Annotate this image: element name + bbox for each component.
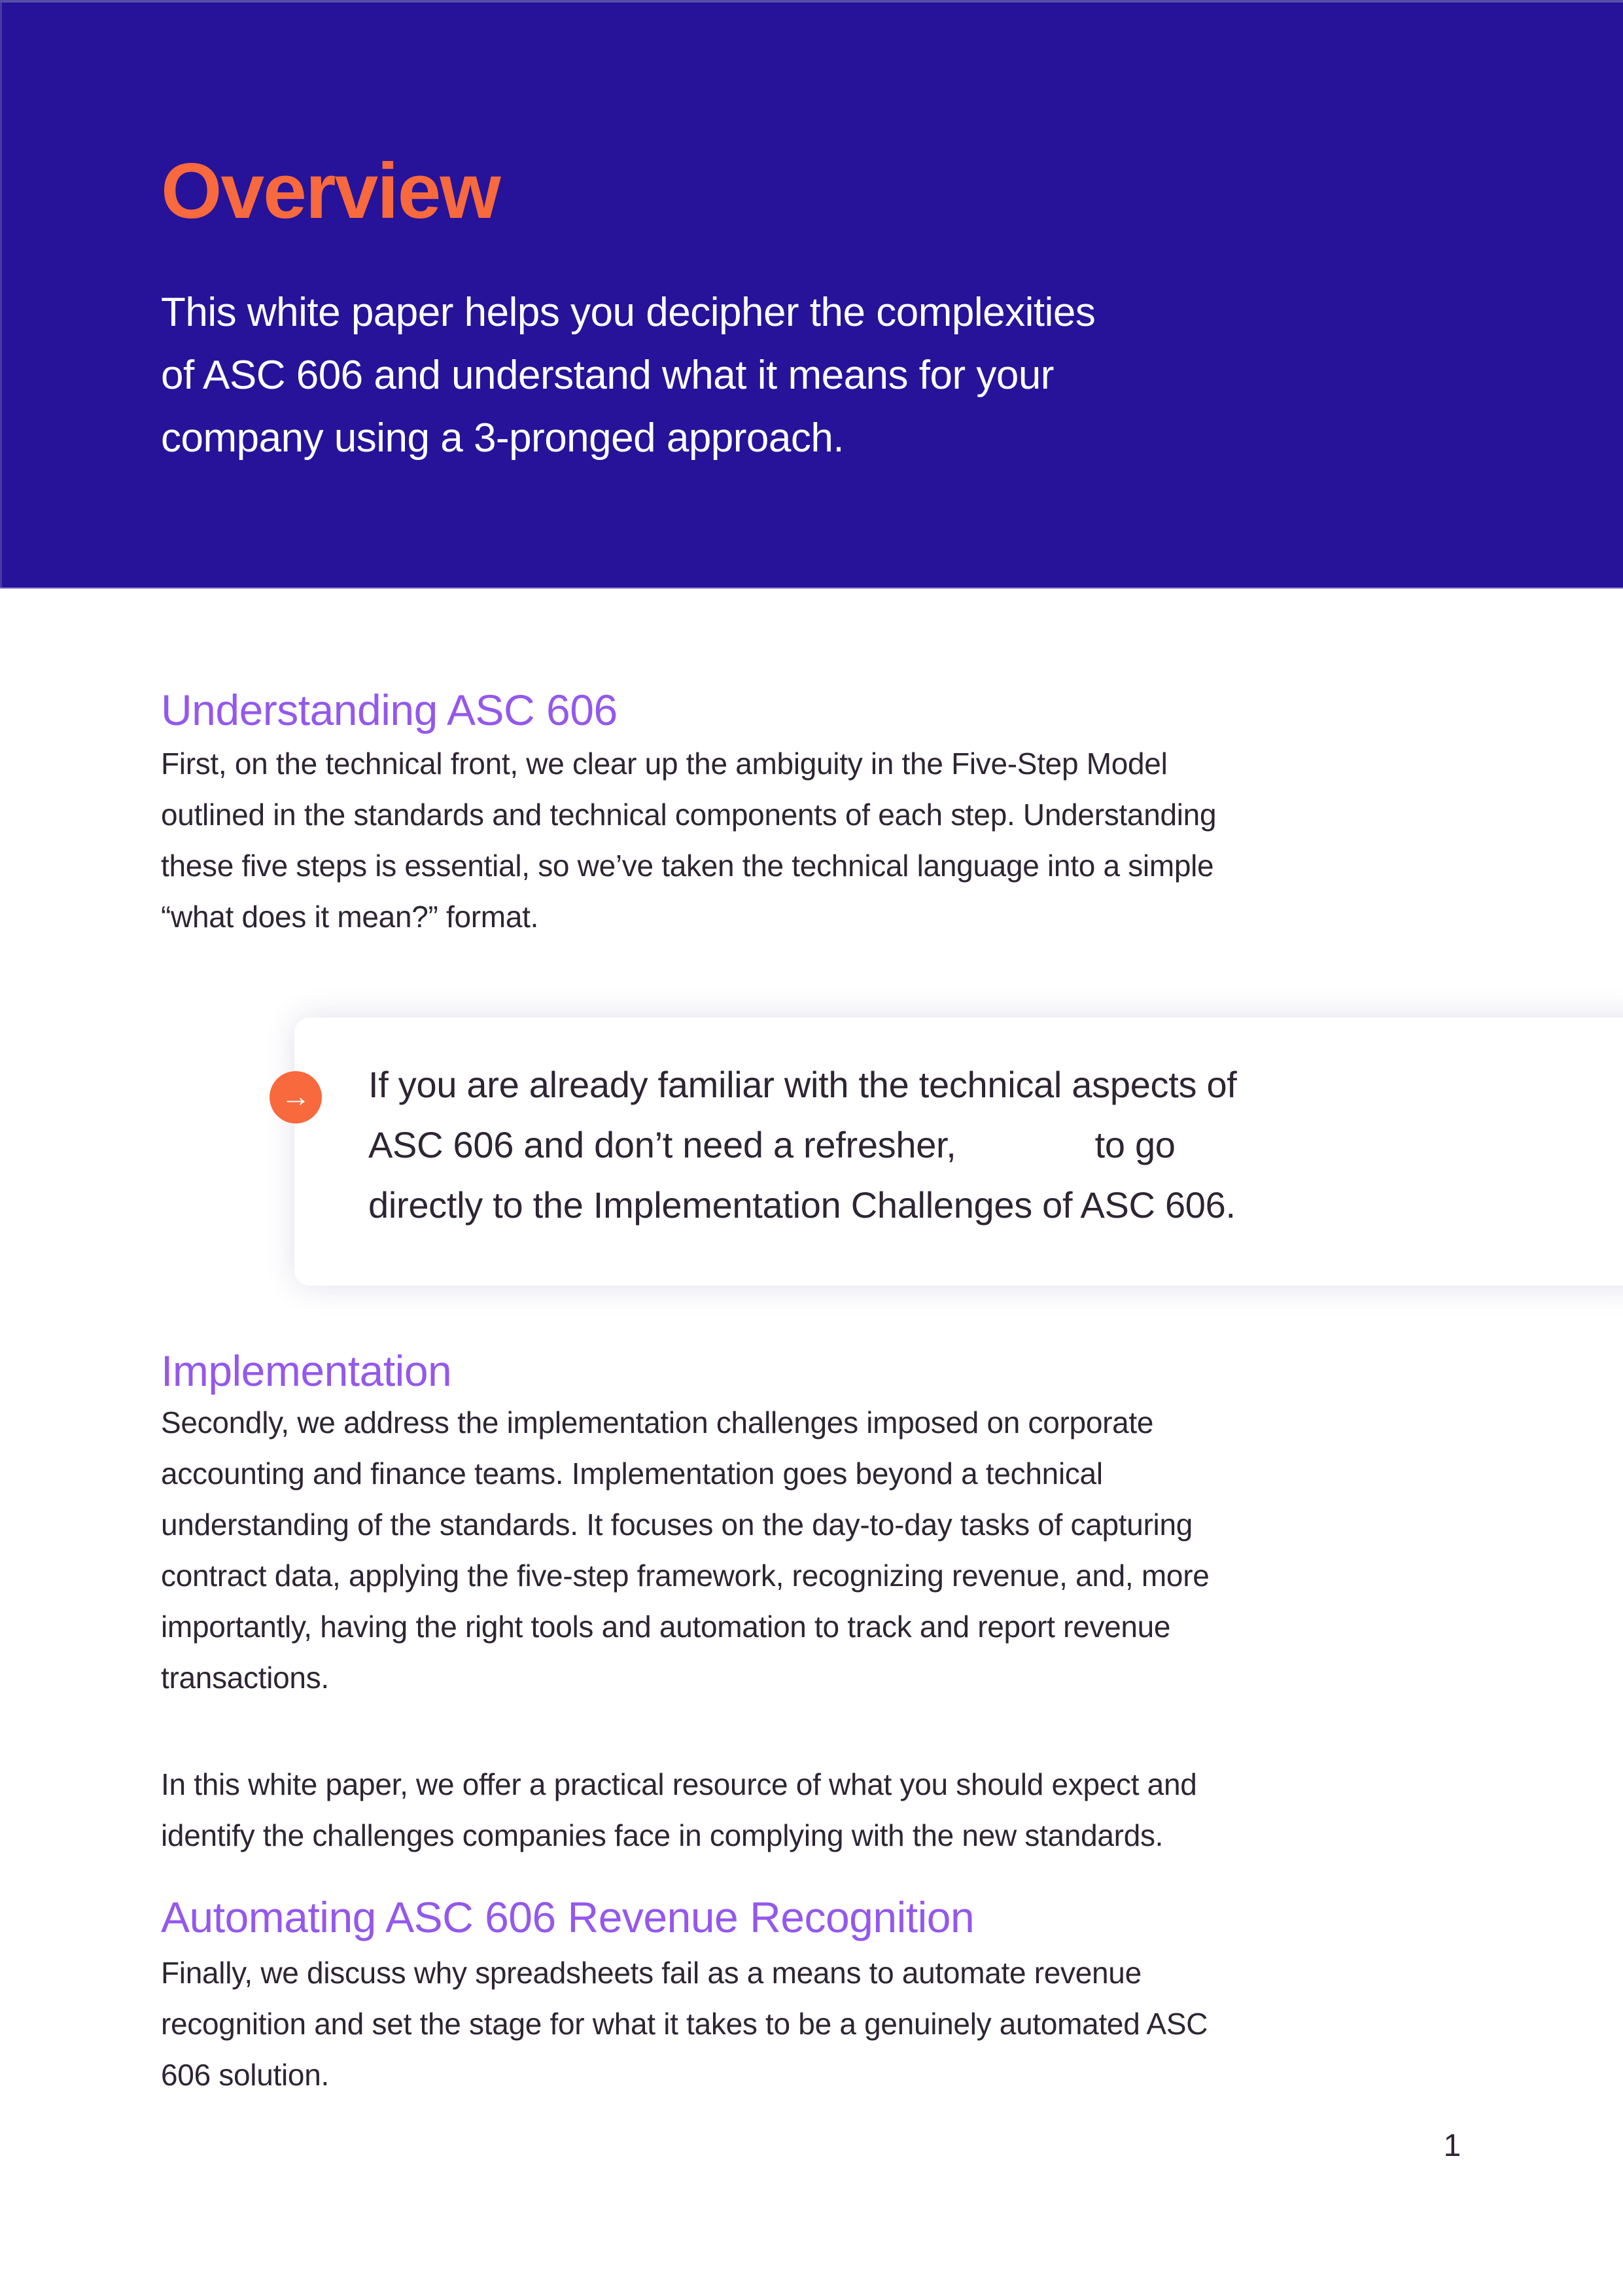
page-title: Overview (161, 147, 500, 235)
intro-line: This white paper helps you decipher the complexities (161, 290, 1096, 335)
paragraph-line: understanding of the standards. It focuses on the day-to-day tasks of capturing (161, 1508, 1193, 1542)
page-number: 1 (1443, 2128, 1461, 2163)
paragraph-line: Secondly, we address the implementation challenges imposed on corporate (161, 1405, 1154, 1439)
intro-line: company using a 3-pronged approach. (161, 415, 845, 461)
section-heading-implementation: Implementation (161, 1347, 452, 1395)
section-heading-understanding-asc-606: Understanding ASC 606 (161, 686, 618, 734)
callout-line: If you are already familiar with the technical aspects of (368, 1064, 1237, 1105)
callout-line-segment: ASC 606 and don’t need a refresher, (368, 1124, 956, 1165)
paragraph (161, 1397, 1210, 1703)
callout-line: directly to the Implementation Challenges of ASC 606. (368, 1184, 1236, 1226)
paragraph-line: accounting and finance teams. Implementation goes beyond a technical (161, 1457, 1103, 1491)
arrow-right-icon: → (270, 1071, 322, 1123)
paragraph (161, 1759, 1197, 1861)
callout-line (368, 1115, 1237, 1175)
paragraph-line: Finally, we discuss why spreadsheets fail as a means to automate revenue (161, 1956, 1142, 1990)
paragraph-line: importantly, having the right tools and automation to track and report revenue (161, 1610, 1171, 1644)
paragraph-line: these five steps is essential, so we’ve taken the technical language into a simple (161, 849, 1214, 883)
callout-text (368, 1055, 1237, 1235)
paragraph-line: contract data, applying the five-step framework, recognizing revenue, and, more (161, 1559, 1210, 1593)
paragraph-line: outlined in the standards and technical components of each step. Understanding (161, 798, 1217, 832)
section-heading-automating-asc-606: Automating ASC 606 Revenue Recognition (161, 1893, 975, 1941)
paragraph (161, 738, 1216, 942)
paragraph-line: transactions. (161, 1661, 329, 1695)
intro-paragraph (161, 281, 1095, 470)
paragraph-line: In this white paper, we offer a practical resource of what you should expect and (161, 1767, 1197, 1801)
paragraph-line: “what does it mean?” format. (161, 900, 539, 934)
paragraph (161, 1947, 1208, 2100)
paragraph-line: recognition and set the stage for what it takes to be a genuinely automated ASC (161, 2007, 1208, 2041)
paragraph-line: First, on the technical front, we clear up the ambiguity in the Five-Step Model (161, 747, 1168, 781)
header-band (0, 0, 1623, 589)
paragraph-line: 606 solution. (161, 2058, 329, 2092)
intro-line: of ASC 606 and understand what it means for your (161, 353, 1054, 398)
paragraph-line: identify the challenges companies face in complying with the new standards. (161, 1818, 1164, 1852)
callout-line-segment: to go (1094, 1124, 1176, 1165)
